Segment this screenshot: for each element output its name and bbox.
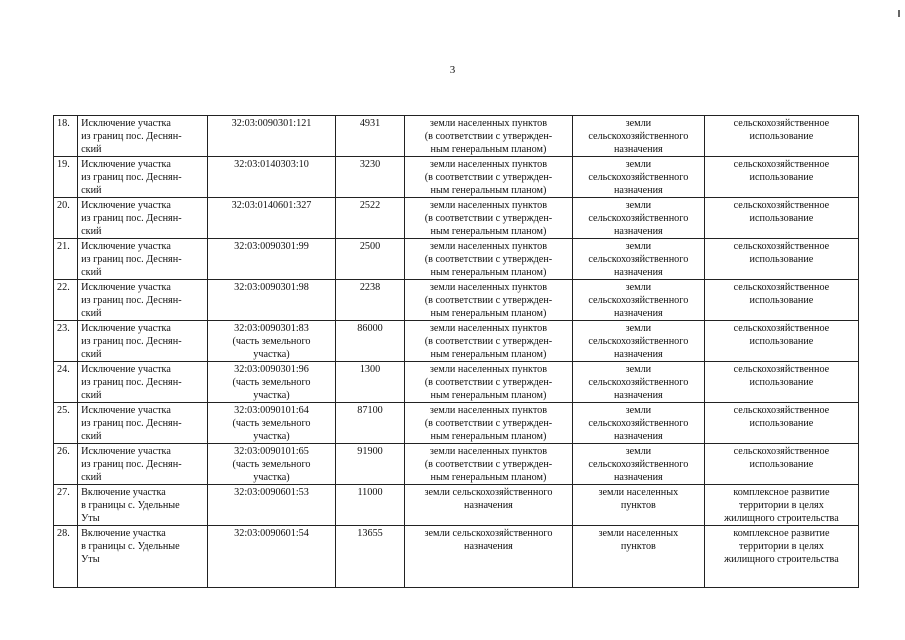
table-row [54, 157, 859, 198]
area-value: 1300 [359, 364, 381, 375]
row-number-value: 28. [57, 528, 70, 539]
permitted-use-line: сельскохозяйственное [733, 364, 830, 375]
category-to-cell [572, 198, 704, 239]
row-number-value: 22. [57, 282, 70, 293]
category-to-cell [572, 485, 704, 526]
category-to-line: назначения [613, 390, 663, 401]
category-from-line: ным генеральным планом) [430, 144, 547, 155]
category-to-cell [572, 403, 704, 444]
cadastral-number-line: 32:03:0090101:65 [234, 446, 309, 457]
category-from-line: земли сельскохозяйственного [424, 528, 553, 539]
category-to-line: земли [625, 446, 652, 457]
description-cell [78, 321, 208, 362]
category-to-line: земли населенных [598, 528, 679, 539]
area-cell [335, 198, 404, 239]
cadastral-number-line: (часть земельного [232, 418, 311, 429]
table-row [54, 485, 859, 526]
category-from-line: (в соответствии с утвержден- [424, 213, 553, 224]
category-from-line: земли населенных пунктов [429, 200, 548, 211]
category-from-line: назначения [464, 541, 513, 552]
row-number-cell [54, 198, 78, 239]
description-cell [78, 485, 208, 526]
table-body [54, 116, 859, 588]
description-cell [78, 280, 208, 321]
category-to-line: земли [625, 118, 652, 129]
row-number-cell [54, 239, 78, 280]
permitted-use-cell [704, 444, 858, 485]
table-row [54, 526, 859, 588]
cadastral-number-line: участка) [253, 390, 290, 401]
table-row [54, 198, 859, 239]
cadastral-number-cell [208, 116, 336, 157]
cadastral-number-line: 32:03:0090601:54 [234, 528, 309, 539]
description-line: ский [81, 226, 102, 237]
table-row [54, 116, 859, 157]
description-line: Исключение участка [81, 241, 171, 252]
cadastral-number-cell [208, 403, 336, 444]
category-from-cell [405, 280, 573, 321]
permitted-use-cell [704, 485, 858, 526]
category-to-line: сельскохозяйственного [588, 336, 689, 347]
permitted-use-line: использование [749, 254, 814, 265]
category-from-line: (в соответствии с утвержден- [424, 459, 553, 470]
description-line: из границ пос. Деснян- [81, 213, 182, 224]
category-to-line: пунктов [620, 500, 656, 511]
cadastral-number-line: 32:03:0090301:96 [234, 364, 309, 375]
category-to-line: назначения [613, 308, 663, 319]
permitted-use-cell [704, 116, 858, 157]
row-number-cell [54, 321, 78, 362]
table-row [54, 444, 859, 485]
row-number-value: 26. [57, 446, 70, 457]
description-line: ский [81, 472, 102, 483]
description-line: Включение участка [81, 487, 166, 498]
permitted-use-line: жилищного строительства [724, 513, 839, 524]
cadastral-number-cell [208, 526, 336, 588]
permitted-use-line: сельскохозяйственное [733, 282, 830, 293]
description-line: Исключение участка [81, 323, 171, 334]
row-number-value: 18. [57, 118, 70, 129]
category-to-line: сельскохозяйственного [588, 377, 689, 388]
description-line: ский [81, 185, 102, 196]
area-cell [335, 239, 404, 280]
description-line: из границ пос. Деснян- [81, 254, 182, 265]
permitted-use-line: использование [749, 418, 814, 429]
cadastral-number-line: участка) [253, 431, 290, 442]
cadastral-number-line: 32:03:0140303:10 [234, 159, 309, 170]
area-value: 91900 [357, 446, 383, 457]
description-line: в границы с. Удельные [81, 500, 180, 511]
permitted-use-cell [704, 239, 858, 280]
page-number: 3 [449, 64, 456, 76]
cadastral-number-cell [208, 321, 336, 362]
permitted-use-line: сельскохозяйственное [733, 405, 830, 416]
category-from-cell [405, 321, 573, 362]
cadastral-number-line: (часть земельного [232, 336, 311, 347]
category-from-line: земли населенных пунктов [429, 241, 548, 252]
description-cell [78, 362, 208, 403]
category-from-line: земли сельскохозяйственного [424, 487, 553, 498]
row-number-value: 25. [57, 405, 70, 416]
category-to-line: назначения [613, 226, 663, 237]
cadastral-number-line: (часть земельного [232, 377, 311, 388]
category-from-cell [405, 526, 573, 588]
permitted-use-line: сельскохозяйственное [733, 323, 830, 334]
category-from-line: земли населенных пунктов [429, 405, 548, 416]
category-to-line: сельскохозяйственного [588, 172, 689, 183]
description-line: Исключение участка [81, 118, 171, 129]
category-to-line: назначения [613, 185, 663, 196]
category-from-line: земли населенных пунктов [429, 364, 548, 375]
description-line: Уты [81, 513, 100, 524]
category-to-cell [572, 526, 704, 588]
cadastral-number-line: участка) [253, 472, 290, 483]
permitted-use-line: сельскохозяйственное [733, 446, 830, 457]
permitted-use-line: использование [749, 377, 814, 388]
permitted-use-cell [704, 526, 858, 588]
row-number-value: 27. [57, 487, 70, 498]
permitted-use-cell [704, 403, 858, 444]
permitted-use-cell [704, 157, 858, 198]
cadastral-number-cell [208, 362, 336, 403]
category-to-line: земли [625, 200, 652, 211]
row-number-cell [54, 116, 78, 157]
description-line: ский [81, 308, 102, 319]
category-from-cell [405, 116, 573, 157]
land-plots-table [53, 115, 859, 588]
cadastral-number-cell [208, 444, 336, 485]
category-from-line: (в соответствии с утвержден- [424, 131, 553, 142]
description-line: Включение участка [81, 528, 166, 539]
cadastral-number-cell [208, 157, 336, 198]
cadastral-number-line: 32:03:0090301:98 [234, 282, 309, 293]
description-line: Уты [81, 554, 100, 565]
row-number-cell [54, 526, 78, 588]
cadastral-number-cell [208, 239, 336, 280]
description-cell [78, 116, 208, 157]
permitted-use-line: сельскохозяйственное [733, 118, 830, 129]
category-to-line: земли [625, 159, 652, 170]
permitted-use-line: использование [749, 131, 814, 142]
category-from-line: (в соответствии с утвержден- [424, 172, 553, 183]
category-to-line: сельскохозяйственного [588, 254, 689, 265]
cadastral-number-cell [208, 280, 336, 321]
description-line: из границ пос. Деснян- [81, 336, 182, 347]
category-to-line: сельскохозяйственного [588, 131, 689, 142]
category-from-cell [405, 198, 573, 239]
row-number-value: 20. [57, 200, 70, 211]
category-to-line: сельскохозяйственного [588, 418, 689, 429]
category-to-line: земли [625, 364, 652, 375]
cadastral-number-line: 32:03:0090601:53 [234, 487, 309, 498]
category-from-cell [405, 362, 573, 403]
category-from-line: земли населенных пунктов [429, 159, 548, 170]
area-value: 13655 [357, 528, 383, 539]
area-cell [335, 116, 404, 157]
category-from-cell [405, 403, 573, 444]
area-value: 4931 [359, 118, 381, 129]
cadastral-number-line: 32:03:0090101:64 [234, 405, 309, 416]
permitted-use-cell [704, 362, 858, 403]
description-cell [78, 239, 208, 280]
category-from-line: ным генеральным планом) [430, 349, 547, 360]
cadastral-number-line: (часть земельного [232, 459, 311, 470]
description-line: ский [81, 144, 102, 155]
row-number-cell [54, 157, 78, 198]
description-cell [78, 198, 208, 239]
area-cell [335, 526, 404, 588]
category-to-line: земли [625, 282, 652, 293]
table-row [54, 280, 859, 321]
cadastral-number-line: 32:03:0140601:327 [231, 200, 312, 211]
row-number-cell [54, 485, 78, 526]
category-to-line: земли [625, 323, 652, 334]
description-line: из границ пос. Деснян- [81, 172, 182, 183]
area-cell [335, 444, 404, 485]
category-from-cell [405, 444, 573, 485]
category-to-line: назначения [613, 472, 663, 483]
row-number-cell [54, 362, 78, 403]
permitted-use-cell [704, 321, 858, 362]
category-from-line: (в соответствии с утвержден- [424, 295, 553, 306]
table-row [54, 362, 859, 403]
area-cell [335, 280, 404, 321]
category-from-line: (в соответствии с утвержден- [424, 418, 553, 429]
description-cell [78, 157, 208, 198]
description-line: ский [81, 431, 102, 442]
category-to-cell [572, 157, 704, 198]
permitted-use-line: территории в целях [739, 541, 824, 552]
description-line: Исключение участка [81, 364, 171, 375]
description-line: Исключение участка [81, 405, 171, 416]
table-row [54, 321, 859, 362]
permitted-use-cell [704, 280, 858, 321]
row-number-value: 23. [57, 323, 70, 334]
row-number-cell [54, 280, 78, 321]
cadastral-number-cell [208, 198, 336, 239]
row-number-value: 24. [57, 364, 70, 375]
category-from-line: ным генеральным планом) [430, 390, 547, 401]
permitted-use-line: использование [749, 336, 814, 347]
category-from-line: ным генеральным планом) [430, 472, 547, 483]
category-from-line: (в соответствии с утвержден- [424, 336, 553, 347]
row-number-value: 19. [57, 159, 70, 170]
category-to-cell [572, 444, 704, 485]
category-from-cell [405, 157, 573, 198]
category-from-line: ным генеральным планом) [430, 267, 547, 278]
category-from-cell [405, 239, 573, 280]
description-line: из границ пос. Деснян- [81, 295, 182, 306]
description-line: ский [81, 390, 102, 401]
area-value: 11000 [357, 487, 383, 498]
scan-edge-mark [898, 10, 900, 17]
category-to-cell [572, 280, 704, 321]
area-cell [335, 403, 404, 444]
row-number-cell [54, 403, 78, 444]
permitted-use-line: использование [749, 172, 814, 183]
category-to-line: пунктов [620, 541, 656, 552]
area-cell [335, 485, 404, 526]
row-number-cell [54, 444, 78, 485]
permitted-use-line: сельскохозяйственное [733, 200, 830, 211]
cadastral-number-line: 32:03:0090301:99 [234, 241, 309, 252]
category-to-line: назначения [613, 144, 663, 155]
cadastral-number-line: 32:03:0090301:83 [234, 323, 309, 334]
area-value: 86000 [357, 323, 383, 334]
category-from-line: (в соответствии с утвержден- [424, 377, 553, 388]
cadastral-number-line: участка) [253, 349, 290, 360]
category-to-line: сельскохозяйственного [588, 459, 689, 470]
table-row [54, 403, 859, 444]
category-from-line: земли населенных пунктов [429, 446, 548, 457]
category-to-line: земли [625, 241, 652, 252]
category-from-line: ным генеральным планом) [430, 431, 547, 442]
category-to-line: земли [625, 405, 652, 416]
description-line: из границ пос. Деснян- [81, 377, 182, 388]
permitted-use-line: комплексное развитие [733, 528, 830, 539]
description-line: Исключение участка [81, 200, 171, 211]
category-to-cell [572, 116, 704, 157]
cadastral-number-line: 32:03:0090301:121 [231, 118, 312, 129]
description-line: Исключение участка [81, 446, 171, 457]
area-cell [335, 362, 404, 403]
category-from-line: ным генеральным планом) [430, 308, 547, 319]
description-line: из границ пос. Деснян- [81, 418, 182, 429]
category-from-line: назначения [464, 500, 513, 511]
permitted-use-line: использование [749, 295, 814, 306]
area-value: 2238 [359, 282, 381, 293]
category-from-line: (в соответствии с утвержден- [424, 254, 553, 265]
description-line: из границ пос. Деснян- [81, 131, 182, 142]
category-from-line: земли населенных пунктов [429, 282, 548, 293]
area-value: 87100 [357, 405, 383, 416]
category-to-cell [572, 321, 704, 362]
category-to-cell [572, 362, 704, 403]
category-from-cell [405, 485, 573, 526]
category-from-line: земли населенных пунктов [429, 118, 548, 129]
permitted-use-line: сельскохозяйственное [733, 159, 830, 170]
cadastral-number-cell [208, 485, 336, 526]
permitted-use-line: территории в целях [739, 500, 824, 511]
permitted-use-line: сельскохозяйственное [733, 241, 830, 252]
description-line: ский [81, 349, 102, 360]
table-row [54, 239, 859, 280]
permitted-use-line: комплексное развитие [733, 487, 830, 498]
description-line: Исключение участка [81, 159, 171, 170]
category-to-line: назначения [613, 267, 663, 278]
permitted-use-line: жилищного строительства [724, 554, 839, 565]
category-from-line: ным генеральным планом) [430, 226, 547, 237]
area-value: 2522 [359, 200, 381, 211]
area-value: 2500 [359, 241, 381, 252]
description-cell [78, 526, 208, 588]
permitted-use-line: использование [749, 459, 814, 470]
category-from-line: ным генеральным планом) [430, 185, 547, 196]
category-to-line: назначения [613, 431, 663, 442]
area-cell [335, 157, 404, 198]
description-cell [78, 403, 208, 444]
category-to-line: сельскохозяйственного [588, 213, 689, 224]
permitted-use-line: использование [749, 213, 814, 224]
category-to-cell [572, 239, 704, 280]
description-line: ский [81, 267, 102, 278]
category-from-line: земли населенных пунктов [429, 323, 548, 334]
category-to-line: земли населенных [598, 487, 679, 498]
area-value: 3230 [359, 159, 381, 170]
permitted-use-cell [704, 198, 858, 239]
description-line: из границ пос. Деснян- [81, 459, 182, 470]
category-to-line: сельскохозяйственного [588, 295, 689, 306]
category-to-line: назначения [613, 349, 663, 360]
description-line: Исключение участка [81, 282, 171, 293]
description-cell [78, 444, 208, 485]
row-number-value: 21. [57, 241, 70, 252]
description-line: в границы с. Удельные [81, 541, 180, 552]
area-cell [335, 321, 404, 362]
